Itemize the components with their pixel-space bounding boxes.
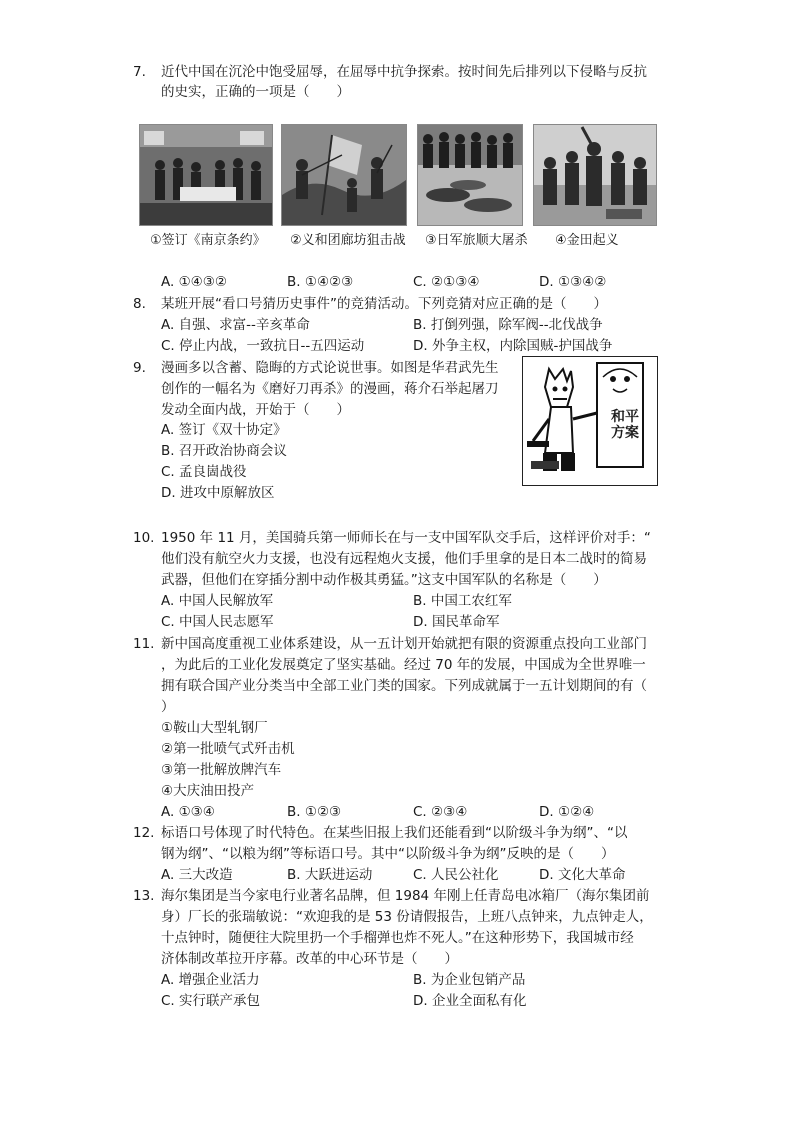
q9-option-c[interactable]: C. 孟良崮战役 <box>161 464 247 480</box>
q7-photo-langfang-battle <box>281 124 407 226</box>
q11-stem-line4: ） <box>161 699 175 715</box>
q7-option-b[interactable]: B. ①④②③ <box>287 274 354 290</box>
q10-option-a[interactable]: A. 中国人民解放军 <box>161 593 274 609</box>
q7-option-d[interactable]: D. ①③④② <box>539 274 607 290</box>
q7-photo-lushun-massacre <box>417 124 523 226</box>
q9-stem-line1: 漫画多以含蓄、隐晦的方式论说世事。如图是华君武先生 <box>161 360 499 376</box>
q7-caption-2: ②义和团廊坊狙击战 <box>290 233 406 248</box>
q7-option-a[interactable]: A. ①④③② <box>161 274 227 290</box>
q8-option-d[interactable]: D. 外争主权，内除国贼-护国战争 <box>413 338 613 354</box>
q12-option-b[interactable]: B. 大跃进运动 <box>287 867 373 883</box>
q11-item-3: ③第一批解放牌汽车 <box>161 762 282 778</box>
q7-caption-1: ①签订《南京条约》 <box>150 233 266 248</box>
q10-stem-line1: 1950 年 11 月，美国骑兵第一师师长在与一支中国军队交手后，这样评价对手：“ <box>161 530 651 546</box>
q7-number: 7. <box>133 64 146 80</box>
q11-option-a[interactable]: A. ①③④ <box>161 804 215 820</box>
q7-caption-3: ③日军旅顺大屠杀 <box>425 233 528 248</box>
q8-option-a[interactable]: A. 自强、求富--辛亥革命 <box>161 317 310 333</box>
q10-stem-line3: 武器，但他们在穿插分割中动作极其勇猛。”这支中国军队的名称是（ ） <box>161 572 607 588</box>
q13-stem-line4: 济体制改革拉开序幕。改革的中心环节是（ ） <box>161 951 458 967</box>
q7-photo-nanjing-treaty <box>139 124 273 226</box>
q11-option-c[interactable]: C. ②③④ <box>413 804 468 820</box>
q7-caption-4: ④金田起义 <box>555 233 619 248</box>
q9-stem-line2: 创作的一幅名为《磨好刀再杀》的漫画，蒋介石举起屠刀 <box>161 381 499 397</box>
q9-option-a[interactable]: A. 签订《双十协定》 <box>161 422 287 438</box>
q8-option-b[interactable]: B. 打倒列强，除军阀--北伐战争 <box>413 317 603 333</box>
q11-item-4: ④大庆油田投产 <box>161 783 255 799</box>
q9-option-d[interactable]: D. 进攻中原解放区 <box>161 485 275 501</box>
q11-number: 11. <box>133 636 155 652</box>
q13-stem-line2: 身）厂长的张瑞敏说：“欢迎我的是 53 份请假报告，上班八点钟来，九点钟走人， <box>161 909 653 925</box>
q8-stem-line1: 某班开展“看口号猜历史事件”的竞猜活动。下列竞猜对应正确的是（ ） <box>161 296 607 312</box>
q7-stem-line1: 近代中国在沉沦中饱受屈辱，在屈辱中抗争探索。按时间先后排列以下侵略与反抗 <box>161 64 647 80</box>
q12-stem-line1: 标语口号体现了时代特色。在某些旧报上我们还能看到“以阶级斗争为纲”、“以 <box>161 825 628 841</box>
q13-option-d[interactable]: D. 企业全面私有化 <box>413 993 527 1009</box>
q12-option-a[interactable]: A. 三大改造 <box>161 867 233 883</box>
q9-cartoon <box>522 356 658 486</box>
q8-number: 8. <box>133 296 146 312</box>
q11-stem-line1: 新中国高度重视工业体系建设，从一五计划开始就把有限的资源重点投向工业部门 <box>161 636 647 652</box>
q13-option-a[interactable]: A. 增强企业活力 <box>161 972 260 988</box>
q13-stem-line3: 十点钟时，随便往大院里扔一个手榴弹也炸不死人。”在这种形势下，我国城市经 <box>161 930 634 946</box>
q7-photo-jintian-uprising <box>533 124 657 226</box>
q12-option-c[interactable]: C. 人民公社化 <box>413 867 499 883</box>
q8-option-c[interactable]: C. 停止内战，一致抗日--五四运动 <box>161 338 365 354</box>
q11-item-1: ①鞍山大型轧钢厂 <box>161 720 268 736</box>
q11-item-2: ②第一批喷气式歼击机 <box>161 741 295 757</box>
q10-option-c[interactable]: C. 中国人民志愿军 <box>161 614 274 630</box>
q10-number: 10. <box>133 530 155 546</box>
q11-stem-line2: ，为此后的工业化发展奠定了坚实基础。经过 70 年的发展，中国成为全世界唯一 <box>161 657 646 673</box>
q7-option-c[interactable]: C. ②①③④ <box>413 274 480 290</box>
q9-number: 9. <box>133 360 146 376</box>
q10-option-b[interactable]: B. 中国工农红军 <box>413 593 512 609</box>
q9-stem-line3: 发动全面内战，开始于（ ） <box>161 402 350 418</box>
q9-cartoon-placard-text: 和平方案 <box>611 409 639 441</box>
q12-stem-line2: 钢为纲”、“以粮为纲”等标语口号。其中“以阶级斗争为纲”反映的是（ ） <box>161 846 615 862</box>
q12-number: 12. <box>133 825 155 841</box>
q10-option-d[interactable]: D. 国民革命军 <box>413 614 500 630</box>
q11-option-b[interactable]: B. ①②③ <box>287 804 342 820</box>
q13-option-b[interactable]: B. 为企业包销产品 <box>413 972 526 988</box>
q11-stem-line3: 拥有联合国产业分类当中全部工业门类的国家。下列成就属于一五计划期间的有（ <box>161 678 647 694</box>
q9-option-b[interactable]: B. 召开政治协商会议 <box>161 443 287 459</box>
q11-option-d[interactable]: D. ①②④ <box>539 804 595 820</box>
q7-stem-line2: 的史实，正确的一项是（ ） <box>161 84 350 100</box>
q13-number: 13. <box>133 888 155 904</box>
q13-option-c[interactable]: C. 实行联产承包 <box>161 993 261 1009</box>
q13-stem-line1: 海尔集团是当今家电行业著名品牌，但 1984 年刚上任青岛电冰箱厂（海尔集团前 <box>161 888 650 904</box>
q12-option-d[interactable]: D. 文化大革命 <box>539 867 626 883</box>
q10-stem-line2: 他们没有航空火力支援，也没有远程炮火支援，他们手里拿的是日本二战时的简易 <box>161 551 647 567</box>
